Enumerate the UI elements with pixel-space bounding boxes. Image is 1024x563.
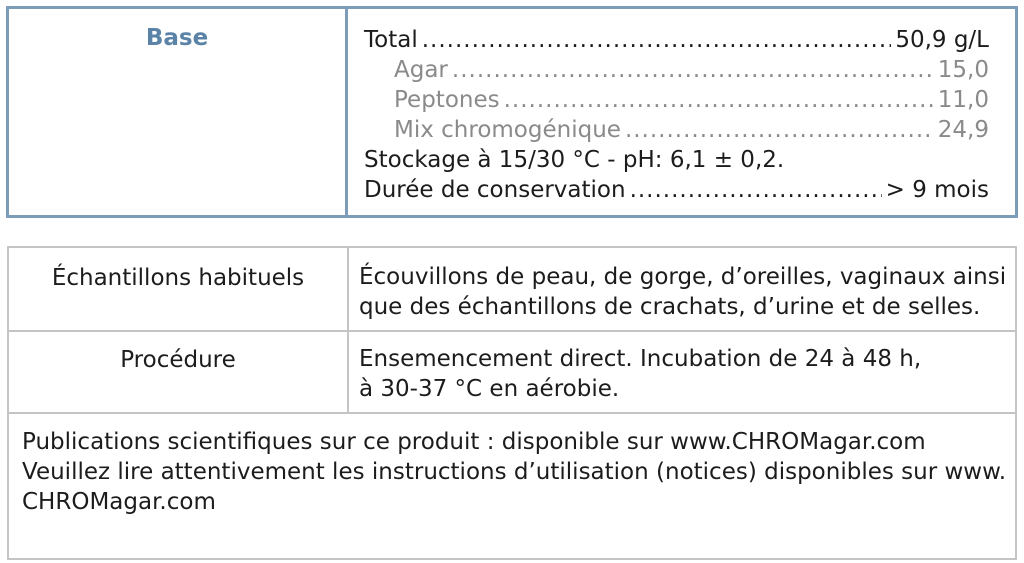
samples-line: Écouvillons de peau, de gorge, d’oreilles, vaginaux ainsi [359, 264, 1007, 290]
procedure-line: à 30-37 °C en aérobie. [359, 376, 620, 402]
base-label: Base [145, 25, 209, 51]
leader-dots [452, 55, 934, 85]
leader-dots [625, 115, 934, 145]
samples-label: Échantillons habituels [51, 265, 305, 291]
shelf-life-label: Durée de conservation [364, 177, 626, 203]
ingredient-label: Peptones [394, 87, 500, 113]
procedure-label: Procédure [120, 347, 236, 373]
instructions-note: Veuillez lire attentivement les instructions d’utilisation (notices) disponibles sur www. [22, 459, 1007, 485]
leader-dots [422, 25, 892, 55]
composition-list [364, 25, 989, 205]
total-label: Total [364, 27, 418, 53]
shelf-life-value: > 9 mois [885, 177, 989, 203]
publications-note: Publications scientifiques sur ce produit : disponible sur www.CHROMagar.com [22, 429, 926, 455]
row-divider [9, 330, 1015, 332]
ingredient-row-chromogenic-mix [364, 115, 989, 145]
samples-line: que des échantillons de crachats, d’urine et de selles. [359, 294, 981, 320]
ingredient-row-agar [364, 55, 989, 85]
procedure-value [359, 344, 1009, 404]
ingredient-label: Mix chromogénique [394, 117, 621, 143]
procedure-line: Ensemencement direct. Incubation de 24 à 48 h, [359, 346, 922, 372]
instructions-note-continued: CHROMagar.com [22, 489, 216, 515]
shelf-life-row [364, 175, 989, 205]
ingredient-value: 24,9 [937, 117, 989, 143]
row-divider [9, 412, 1015, 414]
details-table [7, 246, 1017, 560]
storage-text: Stockage à 15/30 °C - pH: 6,1 ± 0,2. [364, 147, 785, 173]
ingredient-value: 15,0 [937, 57, 989, 83]
composition-table [6, 6, 1018, 218]
ingredient-row-peptones [364, 85, 989, 115]
samples-value [359, 262, 1009, 322]
notes-section [22, 427, 1007, 517]
total-row [364, 25, 989, 55]
leader-dots [504, 85, 934, 115]
leader-dots [630, 175, 882, 205]
ingredient-value: 11,0 [937, 87, 989, 113]
ingredient-label: Agar [394, 57, 448, 83]
total-value: 50,9 g/L [895, 27, 989, 53]
column-divider [345, 9, 348, 215]
